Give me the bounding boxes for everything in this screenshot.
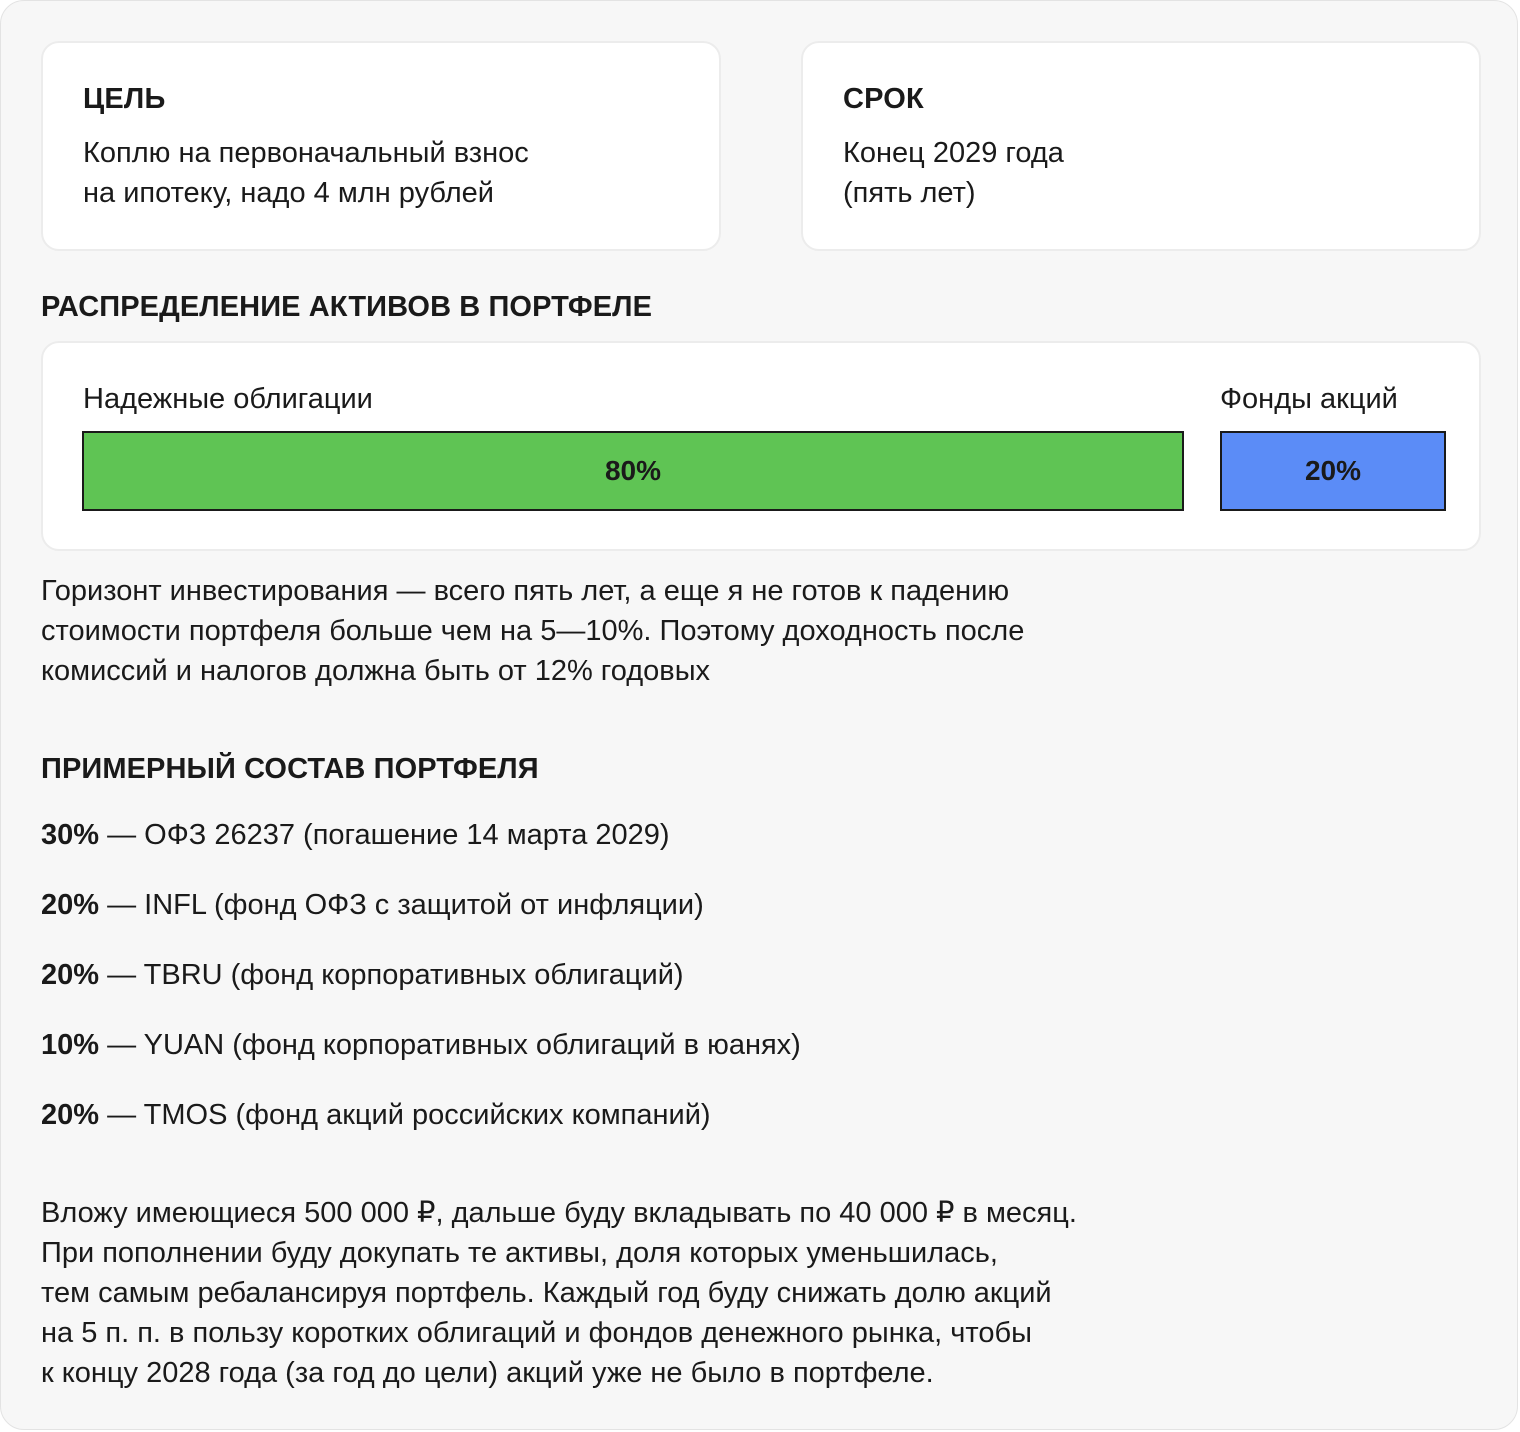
goal-text bbox=[83, 133, 529, 213]
plan-paragraph bbox=[41, 1193, 1077, 1393]
bonds-label: Надежные облигации bbox=[83, 383, 373, 415]
plan-line: тем самым ребалансируя портфель. Каждый год буду снижать долю акций bbox=[41, 1277, 1052, 1309]
goal-label: ЦЕЛЬ bbox=[83, 83, 166, 115]
holding-percent: 20% bbox=[41, 959, 100, 991]
holding-item bbox=[41, 819, 670, 852]
holding-text: — INFL (фонд ОФЗ с защитой от инфляции) bbox=[99, 889, 704, 921]
bonds-share-label: 80% bbox=[604, 455, 662, 486]
goal-text-line: Коплю на первоначальный взнос bbox=[83, 137, 529, 169]
term-card bbox=[801, 41, 1481, 251]
plan-line: Вложу имеющиеся 500 000 ₽, дальше буду вкладывать по 40 000 ₽ в месяц. bbox=[41, 1197, 1077, 1229]
plan-line: на 5 п. п. в пользу коротких облигаций и фондов денежного рынка, чтобы bbox=[41, 1317, 1032, 1349]
horizon-paragraph bbox=[41, 571, 1024, 691]
allocation-card bbox=[41, 341, 1481, 551]
plan-line: При пополнении буду докупать те активы, доля которых уменьшилась, bbox=[41, 1237, 998, 1269]
holding-item bbox=[41, 1029, 801, 1062]
stocks-bar bbox=[1220, 431, 1446, 511]
holding-item bbox=[41, 1099, 711, 1132]
holding-percent: 20% bbox=[41, 1099, 100, 1131]
allocation-title: РАСПРЕДЕЛЕНИЕ АКТИВОВ В ПОРТФЕЛЕ bbox=[41, 291, 653, 323]
horizon-line: комиссий и налогов должна быть от 12% годовых bbox=[41, 655, 711, 687]
term-text-line: Конец 2029 года bbox=[843, 137, 1064, 169]
stocks-label: Фонды акций bbox=[1220, 383, 1398, 415]
term-text-line: (пять лет) bbox=[843, 177, 976, 209]
composition-title: ПРИМЕРНЫЙ СОСТАВ ПОРТФЕЛЯ bbox=[41, 753, 539, 785]
holding-item bbox=[41, 959, 684, 992]
term-label: СРОК bbox=[843, 83, 924, 115]
goal-card bbox=[41, 41, 721, 251]
horizon-line: стоимости портфеля больше чем на 5—10%. Поэтому доходность после bbox=[41, 615, 1025, 647]
bonds-bar bbox=[82, 431, 1184, 511]
term-text bbox=[843, 133, 1064, 213]
holding-text: — TMOS (фонд акций российских компаний) bbox=[99, 1099, 711, 1131]
goal-text-line: на ипотеку, надо 4 млн рублей bbox=[83, 177, 494, 209]
horizon-line: Горизонт инвестирования — всего пять лет, а еще я не готов к падению bbox=[41, 575, 1010, 607]
holding-text: — TBRU (фонд корпоративных облигаций) bbox=[99, 959, 684, 991]
holding-percent: 20% bbox=[41, 889, 100, 921]
holding-text: — YUAN (фонд корпоративных облигаций в юанях) bbox=[99, 1029, 801, 1061]
holding-percent: 10% bbox=[41, 1029, 100, 1061]
holding-item bbox=[41, 889, 704, 922]
stocks-share-label: 20% bbox=[1304, 455, 1362, 486]
plan-line: к концу 2028 года (за год до цели) акций уже не было в портфеле. bbox=[41, 1357, 934, 1389]
holding-text: — ОФЗ 26237 (погашение 14 марта 2029) bbox=[99, 819, 670, 851]
holding-percent: 30% bbox=[41, 819, 100, 851]
